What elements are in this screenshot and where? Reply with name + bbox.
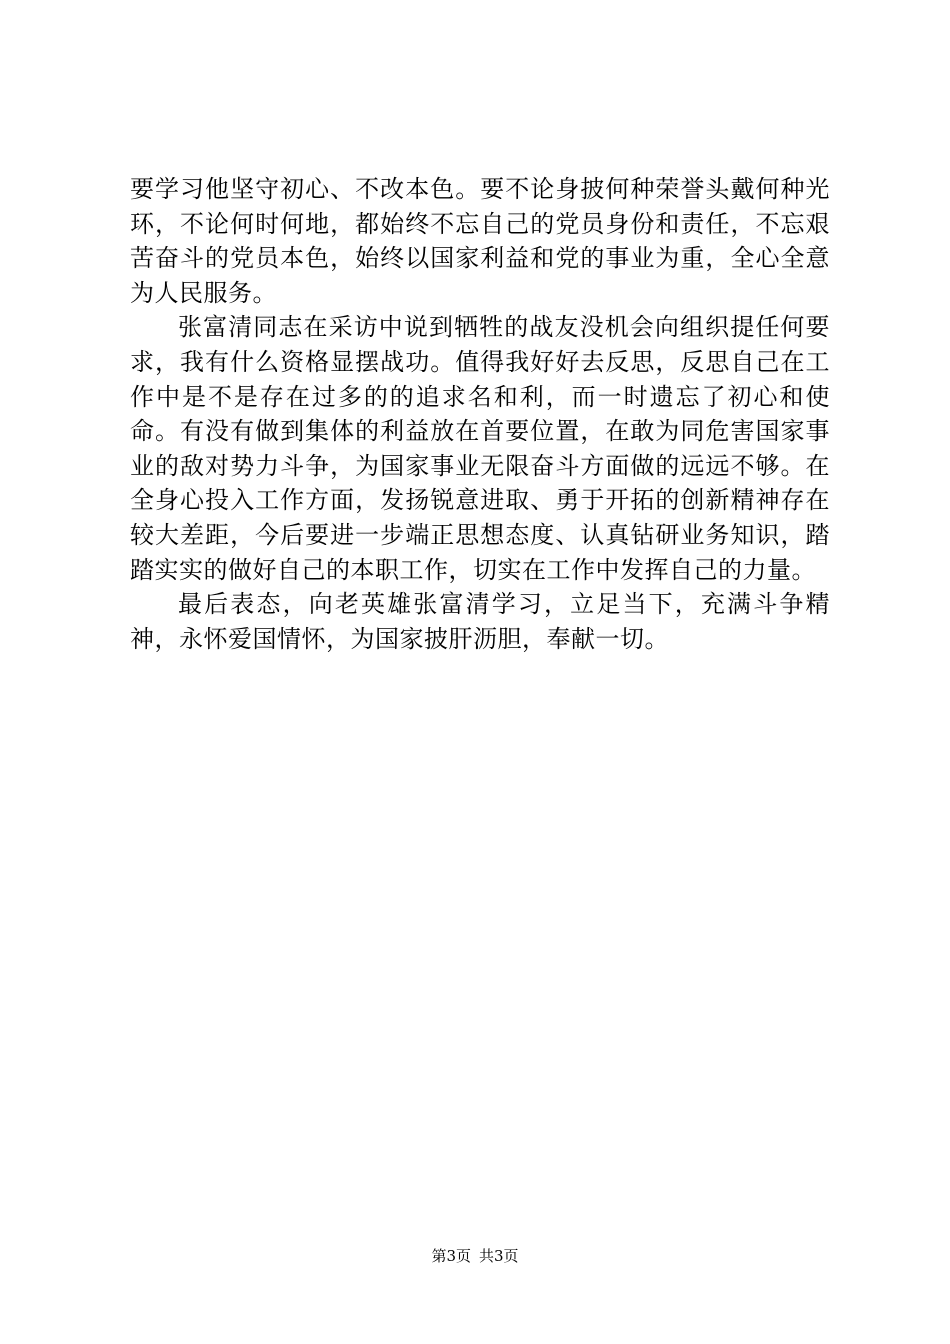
paragraph-conclusion: 最后表态，向老英雄张富清学习，立足当下，充满斗争精神，永怀爱国情怀，为国家披肝沥胆，奉献一切。 [130,590,830,653]
paragraph-reflection: 张富清同志在采访中说到牺牲的战友没机会向组织提任何要求，我有什么资格显摆战功。值得我好好去反思，反思自己在工作中是不是存在过多的的追求名和利，而一时遗忘了初心和使命。有没有做到集体的利益放在首要位置，在敢为同危害国家事业的敌对势力斗争，为国家事业无限奋斗方面做的远远不够。在全身心投入工作方面，发扬锐意进取、勇于开拓的创新精神存在较大差距，今后要进一步端正思想态度、认真钻研业务知识，踏踏实实的做好自己的本职工作，切实在工作中发挥自己的力量。 [130,313,830,584]
document-body [130,172,830,656]
page-number: 第3页 [431,1247,471,1265]
paragraph-continuation: 要学习他坚守初心、不改本色。要不论身披何种荣誉头戴何种光环，不论何时何地，都始终不忘自己的党员身份和责任，不忘艰苦奋斗的党员本色，始终以国家利益和党的事业为重，全心全意为人民服务。 [130,175,830,307]
page-total: 共3页 [479,1247,519,1265]
page-footer [0,1246,950,1266]
